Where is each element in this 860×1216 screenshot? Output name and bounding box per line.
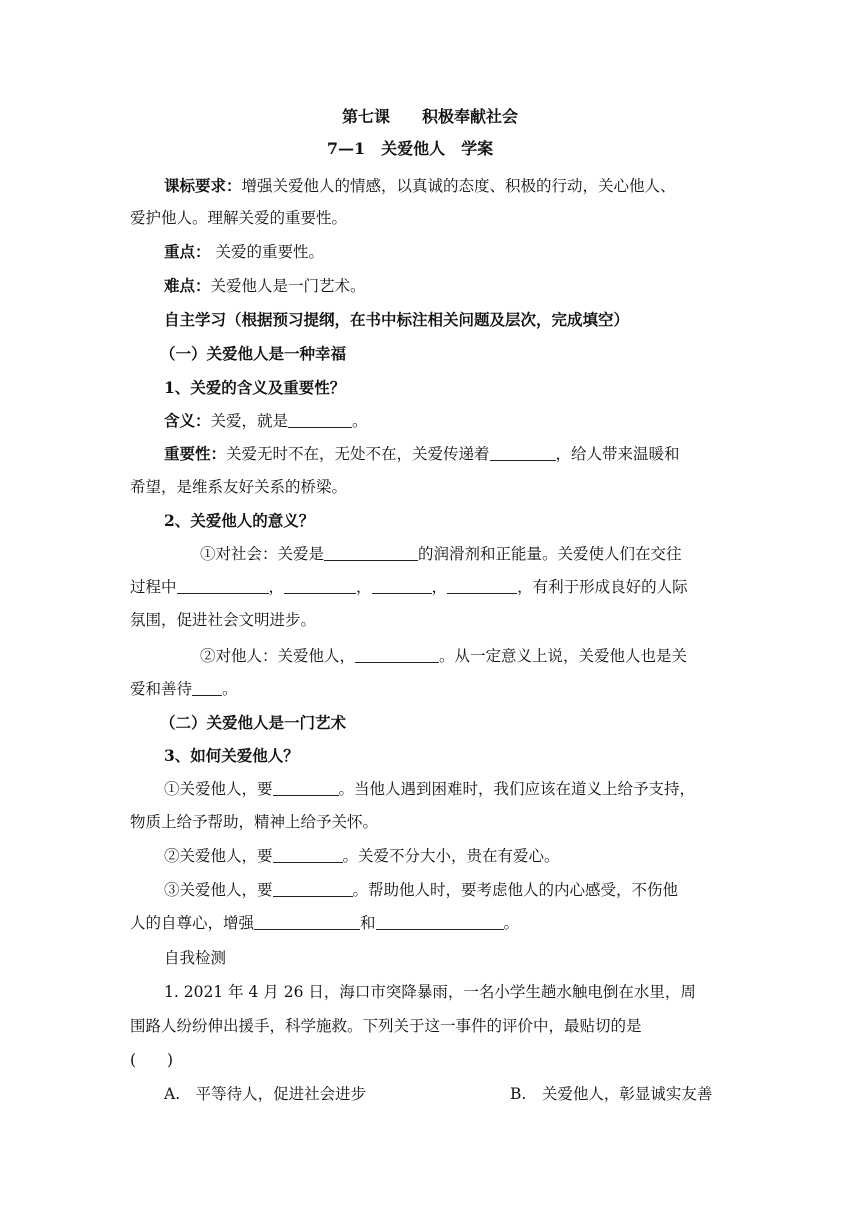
importance-label: 重要性： xyxy=(164,444,227,463)
method-2-text-b: 。关爱不分大小，贵在有爱心。 xyxy=(342,847,560,865)
lesson-subtitle: 7—1 关爱他人 学案 xyxy=(326,139,494,158)
meaning-label: 含义： xyxy=(164,411,211,430)
importance-text-2: ，给人带来温暖和 xyxy=(555,445,680,463)
society-text-a: ①对社会：关爱是 xyxy=(200,545,325,563)
importance-line-1 xyxy=(164,442,680,466)
exercise-1-line-2: 围路人纷纷伸出援手，科学施救。下列关于这一事件的评价中，最贴切的是 xyxy=(130,1017,642,1035)
others-line-2 xyxy=(130,677,238,701)
meaning-line xyxy=(164,409,368,433)
question-2-title: 2、关爱他人的意义？ xyxy=(164,511,315,530)
section-2-heading: （二）关爱他人是一门艺术 xyxy=(160,713,347,732)
society-text-d: ，有利于形成良好的人际 xyxy=(517,578,688,596)
method-2-line xyxy=(164,844,560,868)
method-3-text-c: 人的自尊心，增强 xyxy=(130,914,255,932)
society-blank-4[interactable] xyxy=(372,577,432,594)
key-point-text: 关爱的重要性。 xyxy=(210,243,324,261)
method-3-blank-3[interactable] xyxy=(376,913,504,930)
method-3-text-b: 。帮助他人时，要考虑他人的内心感受，不伤他 xyxy=(352,881,679,899)
method-2-text-a: ②关爱他人，要 xyxy=(164,847,273,865)
importance-line-2: 希望，是维系友好关系的桥梁。 xyxy=(130,478,348,496)
method-3-text-a: ③关爱他人，要 xyxy=(164,881,273,899)
requirement-text-1: 增强关爱他人的情感，以真诚的态度、积极的行动，关心他人、 xyxy=(241,177,676,195)
method-3-blank-2[interactable] xyxy=(254,913,360,930)
lesson-title: 第七课 积极奉献社会 xyxy=(341,107,518,126)
society-blank-5[interactable] xyxy=(447,577,517,594)
society-sep-2: ， xyxy=(356,578,372,596)
meaning-blank[interactable] xyxy=(288,411,352,428)
requirement-line-2: 爱护他人。理解关爱的重要性。 xyxy=(130,209,348,227)
society-sep-1: ， xyxy=(268,578,285,596)
others-text-b: 。从一定意义上说，关爱他人也是关 xyxy=(439,647,688,665)
others-blank-1[interactable] xyxy=(355,646,439,663)
question-3-title: 3、如何关爱他人？ xyxy=(164,746,299,765)
exercise-1-line-1: 1. 2021 年 4 月 26 日，海口市突降暴雨，一名小学生趟水触电倒在水里，周 xyxy=(164,983,696,1001)
difficulty-line xyxy=(164,274,366,298)
method-3-text-e: 。 xyxy=(503,914,520,932)
difficulty-label: 难点： xyxy=(164,276,211,295)
meaning-end: 。 xyxy=(352,412,368,430)
society-line-3: 氛围，促进社会文明进步。 xyxy=(130,611,317,629)
others-text-a: ②对他人：关爱他人， xyxy=(200,647,356,665)
method-3-line-2 xyxy=(130,911,519,935)
method-2-blank[interactable] xyxy=(273,846,343,863)
key-point-line xyxy=(164,240,324,264)
exercise-1-answer-paren[interactable]: ( ) xyxy=(130,1051,174,1069)
method-1-line-1 xyxy=(164,777,695,801)
society-sep-3: ， xyxy=(431,578,448,596)
others-text-c: 爱和善待 xyxy=(130,680,193,698)
importance-blank[interactable] xyxy=(490,444,556,461)
method-1-text-b: 。当他人遇到困难时，我们应该在道义上给予支持， xyxy=(338,780,696,798)
method-3-text-d: 和 xyxy=(360,914,376,932)
self-check-heading: 自我检测 xyxy=(164,949,227,967)
question-1-title: 1、关爱的含义及重要性？ xyxy=(164,378,346,397)
society-blank-2[interactable] xyxy=(177,577,269,594)
others-end: 。 xyxy=(222,680,238,698)
difficulty-text: 关爱他人是一门艺术。 xyxy=(210,277,366,295)
method-1-line-2: 物质上给予帮助，精神上给予关怀。 xyxy=(130,813,379,831)
society-text-b: 的润滑剂和正能量。关爱使人们在交往 xyxy=(418,545,682,563)
option-a[interactable]: A. 平等待人，促进社会进步 xyxy=(164,1085,367,1103)
society-line-1 xyxy=(200,542,682,566)
method-3-blank[interactable] xyxy=(273,880,353,897)
importance-text: 关爱无时不在，无处不在，关爱传递着 xyxy=(226,445,490,463)
society-text-c: 过程中 xyxy=(130,578,177,596)
society-line-2 xyxy=(130,575,688,599)
key-point-label: 重点： xyxy=(164,242,211,261)
requirement-line-1 xyxy=(164,174,676,198)
method-1-text-a: ①关爱他人，要 xyxy=(164,780,273,798)
others-blank-2[interactable] xyxy=(192,679,222,696)
method-3-line-1 xyxy=(164,878,678,902)
self-study-heading: 自主学习（根据预习提纲，在书中标注相关问题及层次，完成填空） xyxy=(164,310,630,329)
section-1-heading: （一）关爱他人是一种幸福 xyxy=(160,344,347,363)
method-1-blank[interactable] xyxy=(273,779,339,796)
society-blank-3[interactable] xyxy=(284,577,356,594)
requirement-label: 课标要求： xyxy=(164,176,242,195)
society-blank-1[interactable] xyxy=(324,544,418,561)
meaning-text: 关爱，就是 xyxy=(210,412,289,430)
others-line-1 xyxy=(200,644,687,668)
option-b[interactable]: B. 关爱他人，彰显诚实友善 xyxy=(510,1085,713,1103)
